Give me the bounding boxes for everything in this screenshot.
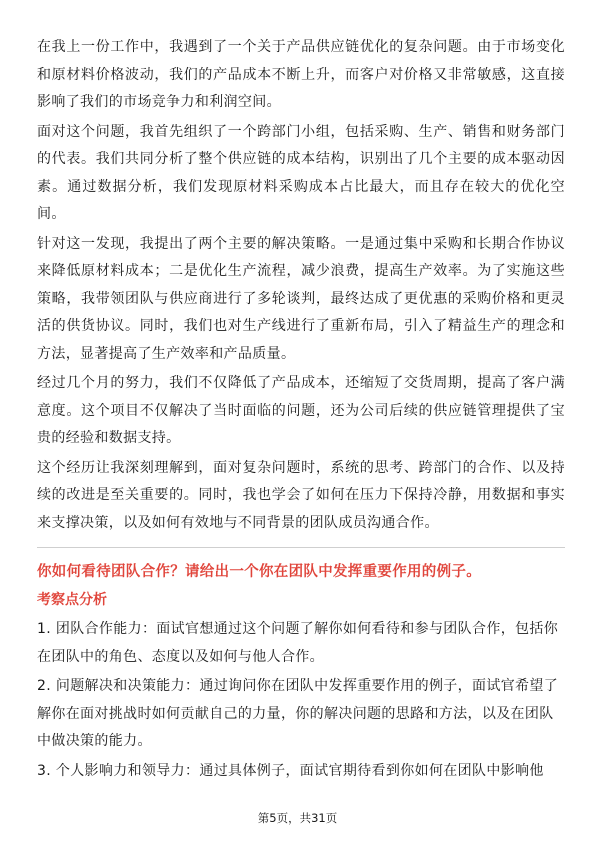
body-paragraph: 面对这个问题，我首先组织了一个跨部门小组，包括采购、生产、销售和财务部门的代表。我们共同分析了整个供应链的成本结构，识别出了几个主要的成本驱动因素。通过数据分析，我们发现原材料采购成本占比最大，而且存在较大的优化空间。 bbox=[37, 123, 565, 222]
body-paragraph: 在我上一份工作中，我遇到了一个关于产品供应链优化的复杂问题。由于市场变化和原材料价格波动，我们的产品成本不断上升，而客户对价格又非常敏感，这直接影响了我们的市场竞争力和利润空间。 bbox=[37, 39, 565, 110]
page-number: 第5页，共31页 bbox=[257, 811, 338, 825]
body-paragraph: 经过几个月的努力，我们不仅降低了产品成本，还缩短了交货周期，提高了客户满意度。这个项目不仅解决了当时面临的问题，还为公司后续的供应链管理提供了宝贵的经验和数据支持。 bbox=[37, 375, 565, 446]
analysis-item: 2. 问题解决和决策能力：通过询问你在团队中发挥重要作用的例子，面试官希望了解你在面对挑战时如何贡献自己的力量，你的解决问题的思路和方法，以及在团队中做决策的能力。 bbox=[37, 678, 559, 749]
analysis-heading: 考察点分析 bbox=[37, 592, 107, 608]
interview-question: 你如何看待团队合作？请给出一个你在团队中发挥重要作用的例子。 bbox=[37, 564, 481, 580]
section-divider bbox=[37, 547, 565, 548]
page-content bbox=[37, 34, 565, 787]
body-paragraph: 针对这一发现，我提出了两个主要的解决策略。一是通过集中采购和长期合作协议来降低原材料成本；二是优化生产流程，减少浪费，提高生产效率。为了实施这些策略，我带领团队与供应商进行了多轮谈判，最终达成了更优惠的采购价格和更灵活的供货协议。同时，我们也对生产线进行了重新布局，引入了精益生产的理念和方法，显著提高了生产效率和产品质量。 bbox=[37, 235, 565, 362]
body-paragraph: 这个经历让我深刻理解到，面对复杂问题时，系统的思考、跨部门的合作、以及持续的改进是至关重要的。同时，我也学会了如何在压力下保持冷静，用数据和事实来支撑决策，以及如何有效地与不同背景的团队成员沟通合作。 bbox=[37, 459, 565, 531]
analysis-item: 1. 团队合作能力：面试官想通过这个问题了解你如何看待和参与团队合作，包括你在团队中的角色、态度以及如何与他人合作。 bbox=[37, 621, 559, 665]
analysis-item: 3. 个人影响力和领导力：通过具体例子，面试官期待看到你如何在团队中影响他 bbox=[37, 762, 544, 779]
